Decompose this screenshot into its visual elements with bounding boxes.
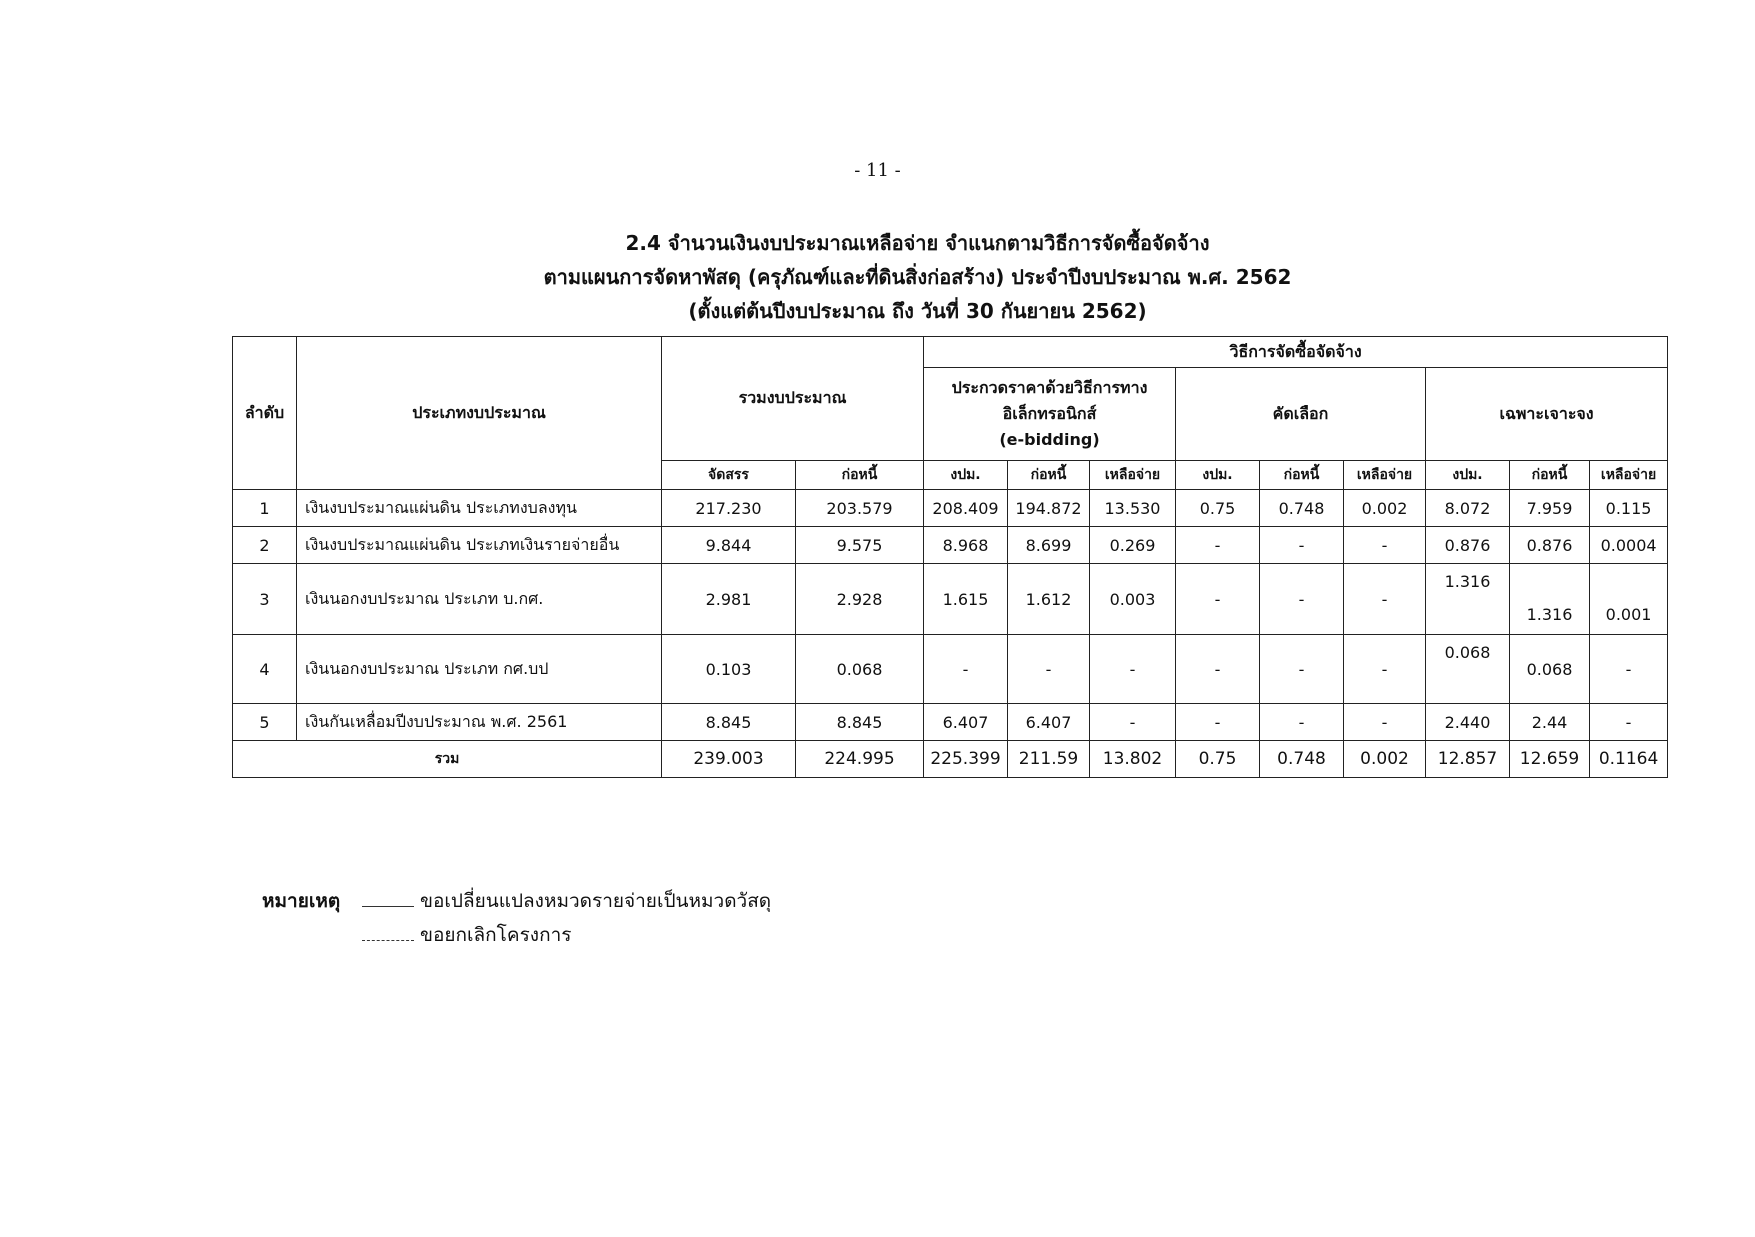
cell-sel-committed: - <box>1260 704 1344 741</box>
cell-no: 1 <box>233 490 297 527</box>
cell-sel-budget: - <box>1176 564 1260 635</box>
header-ebidding-line1: ประกวดราคาด้วยวิธีการทาง <box>951 378 1148 397</box>
cell-sp-remaining: - <box>1590 704 1668 741</box>
header-order: ลำดับ <box>233 337 297 490</box>
cell-eb-remaining: 0.269 <box>1090 527 1176 564</box>
header-budget-type: ประเภทงบประมาณ <box>297 337 662 490</box>
cell-sel-committed: - <box>1260 564 1344 635</box>
cell-sel-remaining: - <box>1344 635 1426 704</box>
cell-name: เงินงบประมาณแผ่นดิน ประเภทงบลงทุน <box>297 490 662 527</box>
table-row <box>233 704 1668 741</box>
total-sp-budget: 12.857 <box>1426 741 1510 778</box>
cell-sp-committed: 7.959 <box>1510 490 1590 527</box>
cell-sp-committed: 2.44 <box>1510 704 1590 741</box>
page-number: - 11 - <box>854 160 901 181</box>
header-eb-budget: งปม. <box>924 461 1008 490</box>
cell-sp-budget: 2.440 <box>1426 704 1510 741</box>
cell-name: เงินนอกงบประมาณ ประเภท บ.กศ. <box>297 564 662 635</box>
cell-committed: 0.068 <box>796 635 924 704</box>
cell-name: เงินงบประมาณแผ่นดิน ประเภทเงินรายจ่ายอื่น <box>297 527 662 564</box>
cell-sp-budget: 8.072 <box>1426 490 1510 527</box>
cell-committed: 2.928 <box>796 564 924 635</box>
cell-sel-budget: - <box>1176 704 1260 741</box>
table-row <box>233 527 1668 564</box>
cell-name: เงินกันเหลื่อมปีงบประมาณ พ.ศ. 2561 <box>297 704 662 741</box>
header-eb-committed: ก่อหนี้ <box>1008 461 1090 490</box>
total-eb-committed: 211.59 <box>1008 741 1090 778</box>
total-committed: 224.995 <box>796 741 924 778</box>
table-row <box>233 490 1668 527</box>
cell-sel-committed: 0.748 <box>1260 490 1344 527</box>
cell-allocated: 8.845 <box>662 704 796 741</box>
budget-table <box>232 336 1668 778</box>
header-sel-remaining: เหลือจ่าย <box>1344 461 1426 490</box>
cell-sp-committed: 0.068 <box>1510 635 1590 704</box>
cell-eb-remaining: 0.003 <box>1090 564 1176 635</box>
header-sp-committed: ก่อหนี้ <box>1510 461 1590 490</box>
cell-eb-budget: 208.409 <box>924 490 1008 527</box>
cell-allocated: 2.981 <box>662 564 796 635</box>
header-total-budget: รวมงบประมาณ <box>662 337 924 461</box>
cell-sel-committed: - <box>1260 527 1344 564</box>
header-sp-remaining: เหลือจ่าย <box>1590 461 1668 490</box>
table-row <box>233 635 1668 704</box>
table-row <box>233 564 1668 635</box>
cell-sp-committed: 0.876 <box>1510 527 1590 564</box>
cell-sel-remaining: - <box>1344 527 1426 564</box>
cell-sp-budget: 0.876 <box>1426 527 1510 564</box>
cell-eb-remaining: - <box>1090 635 1176 704</box>
total-sel-committed: 0.748 <box>1260 741 1344 778</box>
total-sel-budget: 0.75 <box>1176 741 1260 778</box>
header-sel-committed: ก่อหนี้ <box>1260 461 1344 490</box>
cell-name: เงินนอกงบประมาณ ประเภท กศ.บป <box>297 635 662 704</box>
header-allocated: จัดสรร <box>662 461 796 490</box>
total-sel-remaining: 0.002 <box>1344 741 1426 778</box>
note-solid-line-marker <box>362 906 414 907</box>
cell-sp-remaining: 0.0004 <box>1590 527 1668 564</box>
total-sp-committed: 12.659 <box>1510 741 1590 778</box>
cell-sel-remaining: - <box>1344 564 1426 635</box>
cell-sp-committed: 1.316 <box>1510 564 1590 635</box>
cell-sp-remaining: 0.115 <box>1590 490 1668 527</box>
cell-allocated: 217.230 <box>662 490 796 527</box>
cell-allocated: 9.844 <box>662 527 796 564</box>
header-methods: วิธีการจัดซื้อจัดจ้าง <box>924 337 1668 368</box>
cell-eb-budget: - <box>924 635 1008 704</box>
cell-sel-committed: - <box>1260 635 1344 704</box>
header-ebidding-line2: อิเล็กทรอนิกส์ <box>1002 404 1097 423</box>
header-selection: คัดเลือก <box>1176 368 1426 461</box>
cell-sel-budget: - <box>1176 635 1260 704</box>
cell-no: 3 <box>233 564 297 635</box>
total-sp-remaining: 0.1164 <box>1590 741 1668 778</box>
cell-no: 4 <box>233 635 297 704</box>
header-specific: เฉพาะเจาะจง <box>1426 368 1668 461</box>
cell-eb-budget: 1.615 <box>924 564 1008 635</box>
cell-eb-committed: 194.872 <box>1008 490 1090 527</box>
cell-sp-remaining: - <box>1590 635 1668 704</box>
header-sp-budget: งปม. <box>1426 461 1510 490</box>
note-bracket-line-marker <box>362 940 414 941</box>
total-allocated: 239.003 <box>662 741 796 778</box>
cell-eb-committed: - <box>1008 635 1090 704</box>
cell-allocated: 0.103 <box>662 635 796 704</box>
total-eb-remaining: 13.802 <box>1090 741 1176 778</box>
cell-eb-remaining: 13.530 <box>1090 490 1176 527</box>
cell-sel-remaining: 0.002 <box>1344 490 1426 527</box>
header-ebidding <box>924 368 1176 461</box>
cell-eb-committed: 8.699 <box>1008 527 1090 564</box>
total-label: รวม <box>233 741 662 778</box>
cell-committed: 9.575 <box>796 527 924 564</box>
notes-label: หมายเหตุ <box>262 890 341 912</box>
cell-no: 5 <box>233 704 297 741</box>
note-item-1: ขอเปลี่ยนแปลงหมวดรายจ่ายเป็นหมวดวัสดุ <box>420 890 772 912</box>
cell-eb-remaining: - <box>1090 704 1176 741</box>
cell-eb-committed: 6.407 <box>1008 704 1090 741</box>
total-row <box>233 741 1668 778</box>
cell-no: 2 <box>233 527 297 564</box>
cell-committed: 8.845 <box>796 704 924 741</box>
cell-sp-remaining: 0.001 <box>1590 564 1668 635</box>
title-line-2: ตามแผนการจัดหาพัสดุ (ครุภัณฑ์และที่ดินสิ่งก่อสร้าง) ประจำปีงบประมาณ พ.ศ. 2562 <box>543 265 1292 289</box>
cell-sp-budget: 1.316 <box>1426 564 1510 635</box>
cell-sp-budget: 0.068 <box>1426 635 1510 704</box>
title-line-3: (ตั้งแต่ต้นปีงบประมาณ ถึง วันที่ 30 กันยายน 2562) <box>688 299 1147 323</box>
cell-sel-budget: 0.75 <box>1176 490 1260 527</box>
header-eb-remaining: เหลือจ่าย <box>1090 461 1176 490</box>
header-ebidding-line3: (e-bidding) <box>999 430 1100 449</box>
cell-sel-budget: - <box>1176 527 1260 564</box>
cell-sel-remaining: - <box>1344 704 1426 741</box>
note-item-2: ขอยกเลิกโครงการ <box>420 924 572 946</box>
header-committed: ก่อหนี้ <box>796 461 924 490</box>
header-sel-budget: งปม. <box>1176 461 1260 490</box>
total-eb-budget: 225.399 <box>924 741 1008 778</box>
cell-eb-budget: 6.407 <box>924 704 1008 741</box>
cell-eb-committed: 1.612 <box>1008 564 1090 635</box>
cell-eb-budget: 8.968 <box>924 527 1008 564</box>
title-line-1: 2.4 จำนวนเงินงบประมาณเหลือจ่าย จำแนกตามวิธีการจัดซื้อจัดจ้าง <box>625 231 1210 255</box>
cell-committed: 203.579 <box>796 490 924 527</box>
